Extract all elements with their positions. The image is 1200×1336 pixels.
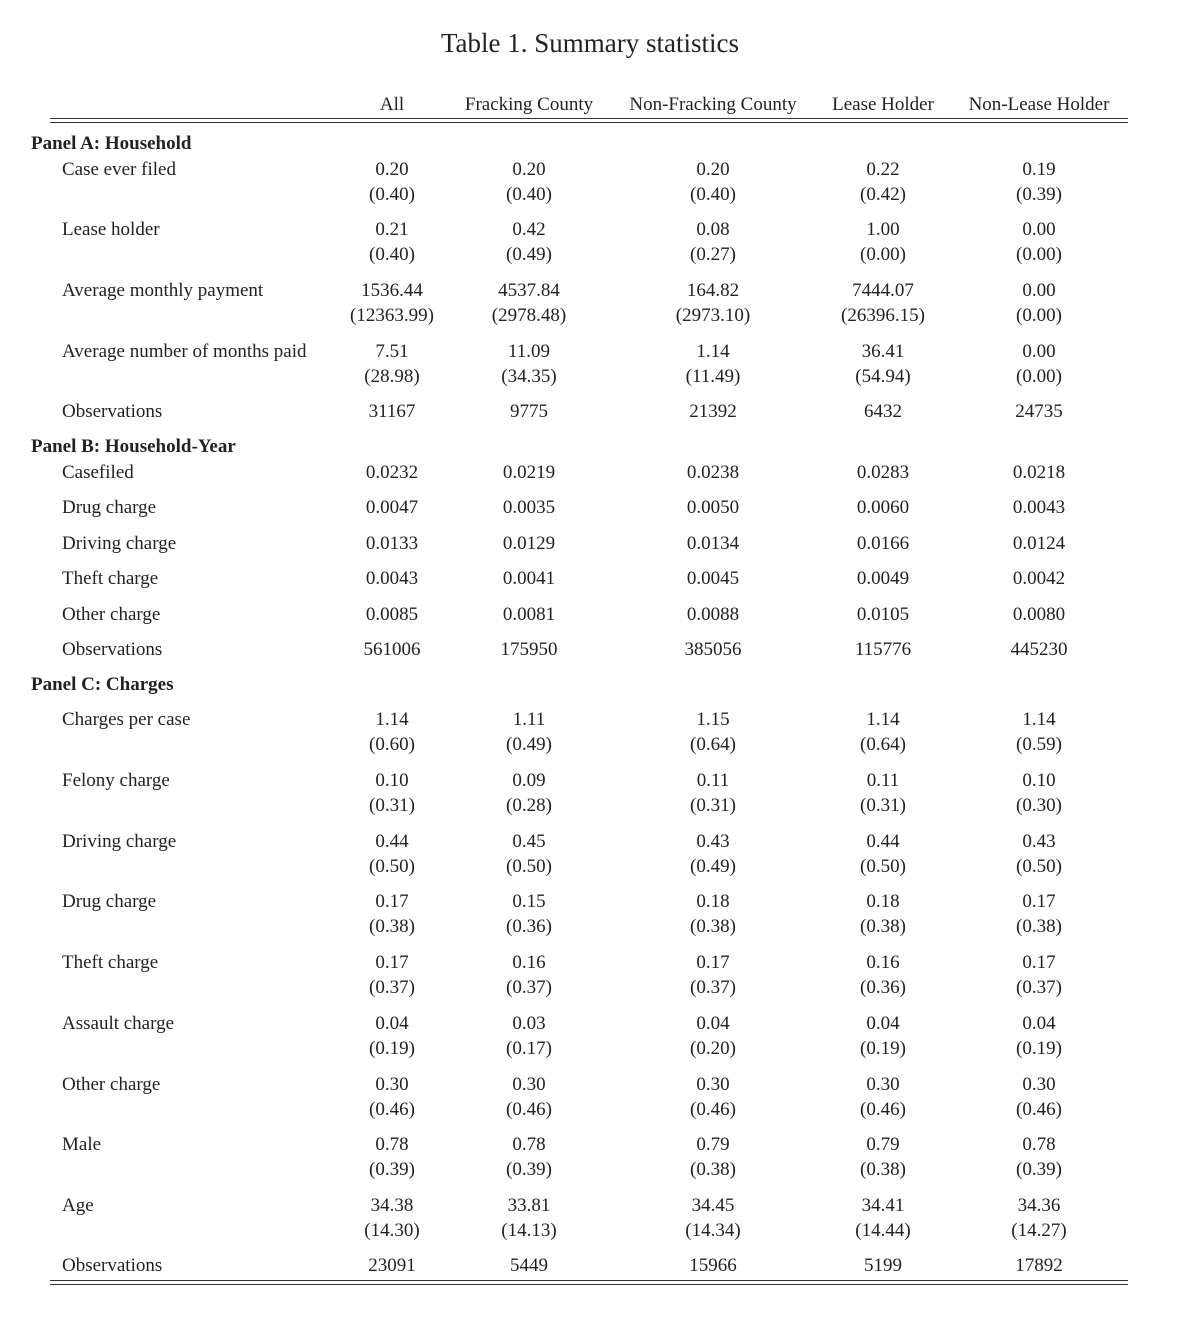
cell-sd: (0.00) bbox=[860, 244, 906, 265]
cell-value: 24735 bbox=[1015, 401, 1063, 422]
panel-title: Panel C: Charges bbox=[31, 674, 174, 695]
cell-value: 9775 bbox=[510, 401, 548, 422]
cell-value: 0.18 bbox=[696, 891, 730, 912]
cell-value: 0.0166 bbox=[856, 533, 910, 554]
cell-sd: (0.00) bbox=[1016, 244, 1062, 265]
cell-value: 175950 bbox=[500, 639, 558, 660]
cell-sd: (0.39) bbox=[1016, 1159, 1062, 1180]
cell-sd: (0.46) bbox=[506, 1099, 552, 1120]
cell-value: 0.30 bbox=[1022, 1074, 1056, 1095]
cell-value: 0.0049 bbox=[856, 568, 910, 589]
cell-value: 385056 bbox=[684, 639, 742, 660]
cell-value: 0.0035 bbox=[502, 497, 556, 518]
panel-title: Panel A: Household bbox=[31, 133, 192, 154]
cell-value: 34.41 bbox=[861, 1195, 905, 1216]
cell-value: 0.0042 bbox=[1012, 568, 1066, 589]
cell-value: 0.17 bbox=[1022, 952, 1056, 973]
cell-value: 31167 bbox=[368, 401, 416, 422]
cell-sd: (28.98) bbox=[364, 366, 420, 387]
cell-sd: (0.64) bbox=[860, 734, 906, 755]
cell-value: 33.81 bbox=[507, 1195, 551, 1216]
row-label: Theft charge bbox=[62, 952, 159, 973]
cell-value: 0.0080 bbox=[1012, 604, 1066, 625]
col-header-non-fracking-county: Non-Fracking County bbox=[629, 94, 797, 115]
cell-value: 0.18 bbox=[866, 891, 900, 912]
cell-sd: (0.17) bbox=[506, 1038, 552, 1059]
row-label: Lease holder bbox=[62, 219, 160, 240]
row-label: Average number of months paid bbox=[62, 341, 307, 362]
cell-value: 0.79 bbox=[866, 1134, 900, 1155]
cell-value: 0.04 bbox=[696, 1013, 730, 1034]
cell-value: 7.51 bbox=[375, 341, 409, 362]
cell-value: 4537.84 bbox=[498, 280, 560, 301]
cell-value: 0.09 bbox=[512, 770, 546, 791]
cell-sd: (0.46) bbox=[1016, 1099, 1062, 1120]
cell-sd: (0.46) bbox=[369, 1099, 415, 1120]
row-label: Male bbox=[62, 1134, 102, 1155]
cell-value: 0.0041 bbox=[502, 568, 556, 589]
cell-value: 34.36 bbox=[1017, 1195, 1061, 1216]
row-label: Felony charge bbox=[62, 770, 170, 791]
cell-value: 1.11 bbox=[512, 709, 546, 730]
cell-value: 0.04 bbox=[375, 1013, 409, 1034]
cell-sd: (0.00) bbox=[1016, 305, 1062, 326]
cell-value: 0.17 bbox=[375, 891, 409, 912]
cell-value: 0.16 bbox=[866, 952, 900, 973]
row-label: Observations bbox=[62, 401, 163, 422]
cell-value: 5199 bbox=[864, 1255, 902, 1276]
cell-value: 0.03 bbox=[512, 1013, 546, 1034]
cell-sd: (14.27) bbox=[1011, 1220, 1067, 1241]
cell-value: 0.44 bbox=[866, 831, 900, 852]
cell-value: 1.14 bbox=[696, 341, 730, 362]
cell-value: 0.20 bbox=[375, 159, 409, 180]
row-label: Drug charge bbox=[62, 497, 157, 518]
cell-value: 0.04 bbox=[866, 1013, 900, 1034]
cell-value: 5449 bbox=[510, 1255, 548, 1276]
cell-sd: (0.50) bbox=[369, 856, 415, 877]
cell-value: 0.0219 bbox=[502, 462, 556, 483]
cell-sd: (34.35) bbox=[501, 366, 557, 387]
row-label: Case ever filed bbox=[62, 159, 176, 180]
cell-sd: (0.36) bbox=[860, 977, 906, 998]
cell-sd: (0.39) bbox=[369, 1159, 415, 1180]
cell-sd: (0.38) bbox=[860, 1159, 906, 1180]
row-label: Other charge bbox=[62, 1074, 161, 1095]
cell-sd: (0.42) bbox=[860, 184, 906, 205]
cell-sd: (0.46) bbox=[860, 1099, 906, 1120]
footer-rule-bottom bbox=[50, 1284, 1128, 1285]
cell-value: 0.79 bbox=[696, 1134, 730, 1155]
row-label: Age bbox=[62, 1195, 94, 1216]
cell-sd: (0.19) bbox=[860, 1038, 906, 1059]
cell-sd: (0.50) bbox=[1016, 856, 1062, 877]
cell-value: 34.45 bbox=[691, 1195, 735, 1216]
cell-value: 115776 bbox=[854, 639, 912, 660]
cell-value: 0.30 bbox=[866, 1074, 900, 1095]
cell-value: 0.42 bbox=[512, 219, 546, 240]
col-header-lease-holder: Lease Holder bbox=[832, 94, 934, 115]
cell-value: 0.0045 bbox=[686, 568, 740, 589]
cell-sd: (0.59) bbox=[1016, 734, 1062, 755]
cell-sd: (0.40) bbox=[690, 184, 736, 205]
cell-sd: (0.19) bbox=[369, 1038, 415, 1059]
cell-value: 0.04 bbox=[1022, 1013, 1056, 1034]
cell-value: 1.14 bbox=[375, 709, 409, 730]
cell-value: 0.17 bbox=[696, 952, 730, 973]
col-header-fracking-county: Fracking County bbox=[464, 94, 594, 115]
cell-sd: (0.39) bbox=[506, 1159, 552, 1180]
cell-value: 0.19 bbox=[1022, 159, 1056, 180]
cell-value: 7444.07 bbox=[852, 280, 914, 301]
cell-value: 0.0088 bbox=[686, 604, 740, 625]
cell-value: 0.30 bbox=[512, 1074, 546, 1095]
cell-value: 11.09 bbox=[507, 341, 551, 362]
cell-value: 0.30 bbox=[375, 1074, 409, 1095]
cell-sd: (0.50) bbox=[506, 856, 552, 877]
cell-value: 0.20 bbox=[512, 159, 546, 180]
cell-sd: (0.36) bbox=[506, 916, 552, 937]
cell-value: 34.38 bbox=[370, 1195, 414, 1216]
cell-value: 23091 bbox=[368, 1255, 416, 1276]
cell-sd: (0.37) bbox=[690, 977, 736, 998]
cell-sd: (0.37) bbox=[1016, 977, 1062, 998]
cell-sd: (0.38) bbox=[690, 1159, 736, 1180]
cell-sd: (2973.10) bbox=[675, 305, 751, 326]
cell-value: 0.78 bbox=[512, 1134, 546, 1155]
cell-value: 0.0129 bbox=[502, 533, 556, 554]
cell-value: 6432 bbox=[864, 401, 902, 422]
cell-value: 0.16 bbox=[512, 952, 546, 973]
cell-value: 0.0043 bbox=[365, 568, 419, 589]
cell-value: 36.41 bbox=[861, 341, 905, 362]
header-rule-top bbox=[50, 118, 1128, 119]
cell-value: 0.08 bbox=[696, 219, 730, 240]
cell-sd: (0.49) bbox=[506, 734, 552, 755]
cell-sd: (0.38) bbox=[1016, 916, 1062, 937]
cell-value: 0.44 bbox=[375, 831, 409, 852]
cell-sd: (0.20) bbox=[690, 1038, 736, 1059]
cell-sd: (11.49) bbox=[685, 366, 741, 387]
cell-sd: (0.50) bbox=[860, 856, 906, 877]
cell-sd: (0.31) bbox=[690, 795, 736, 816]
row-label: Observations bbox=[62, 639, 163, 660]
cell-value: 1.00 bbox=[866, 219, 900, 240]
cell-sd: (0.49) bbox=[506, 244, 552, 265]
cell-sd: (14.13) bbox=[501, 1220, 557, 1241]
cell-value: 0.78 bbox=[375, 1134, 409, 1155]
cell-value: 164.82 bbox=[686, 280, 740, 301]
cell-value: 0.22 bbox=[866, 159, 900, 180]
row-label: Assault charge bbox=[62, 1013, 175, 1034]
cell-sd: (14.34) bbox=[685, 1220, 741, 1241]
row-label: Charges per case bbox=[62, 709, 191, 730]
cell-sd: (2978.48) bbox=[491, 305, 567, 326]
footer-rule-top bbox=[50, 1280, 1128, 1281]
cell-sd: (0.37) bbox=[506, 977, 552, 998]
cell-value: 0.0283 bbox=[856, 462, 910, 483]
cell-value: 445230 bbox=[1010, 639, 1068, 660]
cell-value: 15966 bbox=[689, 1255, 737, 1276]
cell-value: 0.11 bbox=[866, 770, 900, 791]
cell-value: 0.00 bbox=[1022, 280, 1056, 301]
cell-sd: (0.38) bbox=[369, 916, 415, 937]
col-header-non-lease-holder: Non-Lease Holder bbox=[968, 94, 1110, 115]
cell-value: 0.10 bbox=[1022, 770, 1056, 791]
row-label: Driving charge bbox=[62, 831, 177, 852]
header-rule-bottom bbox=[50, 122, 1128, 123]
cell-value: 17892 bbox=[1015, 1255, 1063, 1276]
cell-value: 1.14 bbox=[1022, 709, 1056, 730]
cell-value: 0.17 bbox=[375, 952, 409, 973]
cell-value: 0.0085 bbox=[365, 604, 419, 625]
col-header-all: All bbox=[379, 94, 405, 115]
cell-sd: (0.31) bbox=[860, 795, 906, 816]
panel-title: Panel B: Household-Year bbox=[31, 436, 236, 457]
row-label: Drug charge bbox=[62, 891, 157, 912]
cell-value: 0.10 bbox=[375, 770, 409, 791]
cell-value: 0.0043 bbox=[1012, 497, 1066, 518]
cell-sd: (0.30) bbox=[1016, 795, 1062, 816]
row-label: Observations bbox=[62, 1255, 163, 1276]
cell-sd: (0.27) bbox=[690, 244, 736, 265]
cell-value: 0.00 bbox=[1022, 341, 1056, 362]
cell-sd: (0.46) bbox=[690, 1099, 736, 1120]
cell-value: 0.0081 bbox=[502, 604, 556, 625]
cell-value: 0.0124 bbox=[1012, 533, 1066, 554]
cell-sd: (54.94) bbox=[855, 366, 911, 387]
cell-value: 0.0238 bbox=[686, 462, 740, 483]
cell-value: 0.11 bbox=[696, 770, 730, 791]
cell-sd: (0.40) bbox=[369, 184, 415, 205]
cell-value: 0.0047 bbox=[365, 497, 419, 518]
cell-sd: (0.31) bbox=[369, 795, 415, 816]
cell-sd: (0.28) bbox=[506, 795, 552, 816]
cell-value: 0.20 bbox=[696, 159, 730, 180]
cell-sd: (14.30) bbox=[364, 1220, 420, 1241]
cell-value: 1.14 bbox=[866, 709, 900, 730]
cell-value: 0.00 bbox=[1022, 219, 1056, 240]
cell-sd: (0.38) bbox=[860, 916, 906, 937]
cell-value: 0.45 bbox=[512, 831, 546, 852]
cell-value: 0.21 bbox=[375, 219, 409, 240]
cell-sd: (0.49) bbox=[690, 856, 736, 877]
row-label: Theft charge bbox=[62, 568, 159, 589]
cell-value: 561006 bbox=[363, 639, 421, 660]
cell-sd: (14.44) bbox=[855, 1220, 911, 1241]
cell-value: 0.0050 bbox=[686, 497, 740, 518]
cell-value: 1536.44 bbox=[361, 280, 423, 301]
table-title: Table 1. Summary statistics bbox=[440, 28, 740, 58]
row-label: Other charge bbox=[62, 604, 161, 625]
cell-value: 0.0133 bbox=[365, 533, 419, 554]
cell-sd: (0.39) bbox=[1016, 184, 1062, 205]
cell-value: 0.0060 bbox=[856, 497, 910, 518]
row-label: Driving charge bbox=[62, 533, 177, 554]
row-label: Casefiled bbox=[62, 462, 134, 483]
cell-value: 0.17 bbox=[1022, 891, 1056, 912]
cell-value: 0.0218 bbox=[1012, 462, 1066, 483]
cell-value: 0.78 bbox=[1022, 1134, 1056, 1155]
cell-sd: (12363.99) bbox=[350, 305, 434, 326]
cell-sd: (0.00) bbox=[1016, 366, 1062, 387]
cell-value: 0.0232 bbox=[365, 462, 419, 483]
cell-value: 0.43 bbox=[1022, 831, 1056, 852]
cell-value: 0.30 bbox=[696, 1074, 730, 1095]
cell-value: 21392 bbox=[689, 401, 737, 422]
cell-sd: (0.38) bbox=[690, 916, 736, 937]
cell-value: 1.15 bbox=[696, 709, 730, 730]
cell-sd: (0.64) bbox=[690, 734, 736, 755]
row-label: Average monthly payment bbox=[62, 280, 264, 301]
cell-value: 0.0134 bbox=[686, 533, 740, 554]
cell-value: 0.15 bbox=[512, 891, 546, 912]
cell-value: 0.43 bbox=[696, 831, 730, 852]
cell-sd: (0.40) bbox=[369, 244, 415, 265]
cell-sd: (0.60) bbox=[369, 734, 415, 755]
cell-value: 0.0105 bbox=[856, 604, 910, 625]
cell-sd: (26396.15) bbox=[841, 305, 925, 326]
cell-sd: (0.37) bbox=[369, 977, 415, 998]
cell-sd: (0.19) bbox=[1016, 1038, 1062, 1059]
cell-sd: (0.40) bbox=[506, 184, 552, 205]
